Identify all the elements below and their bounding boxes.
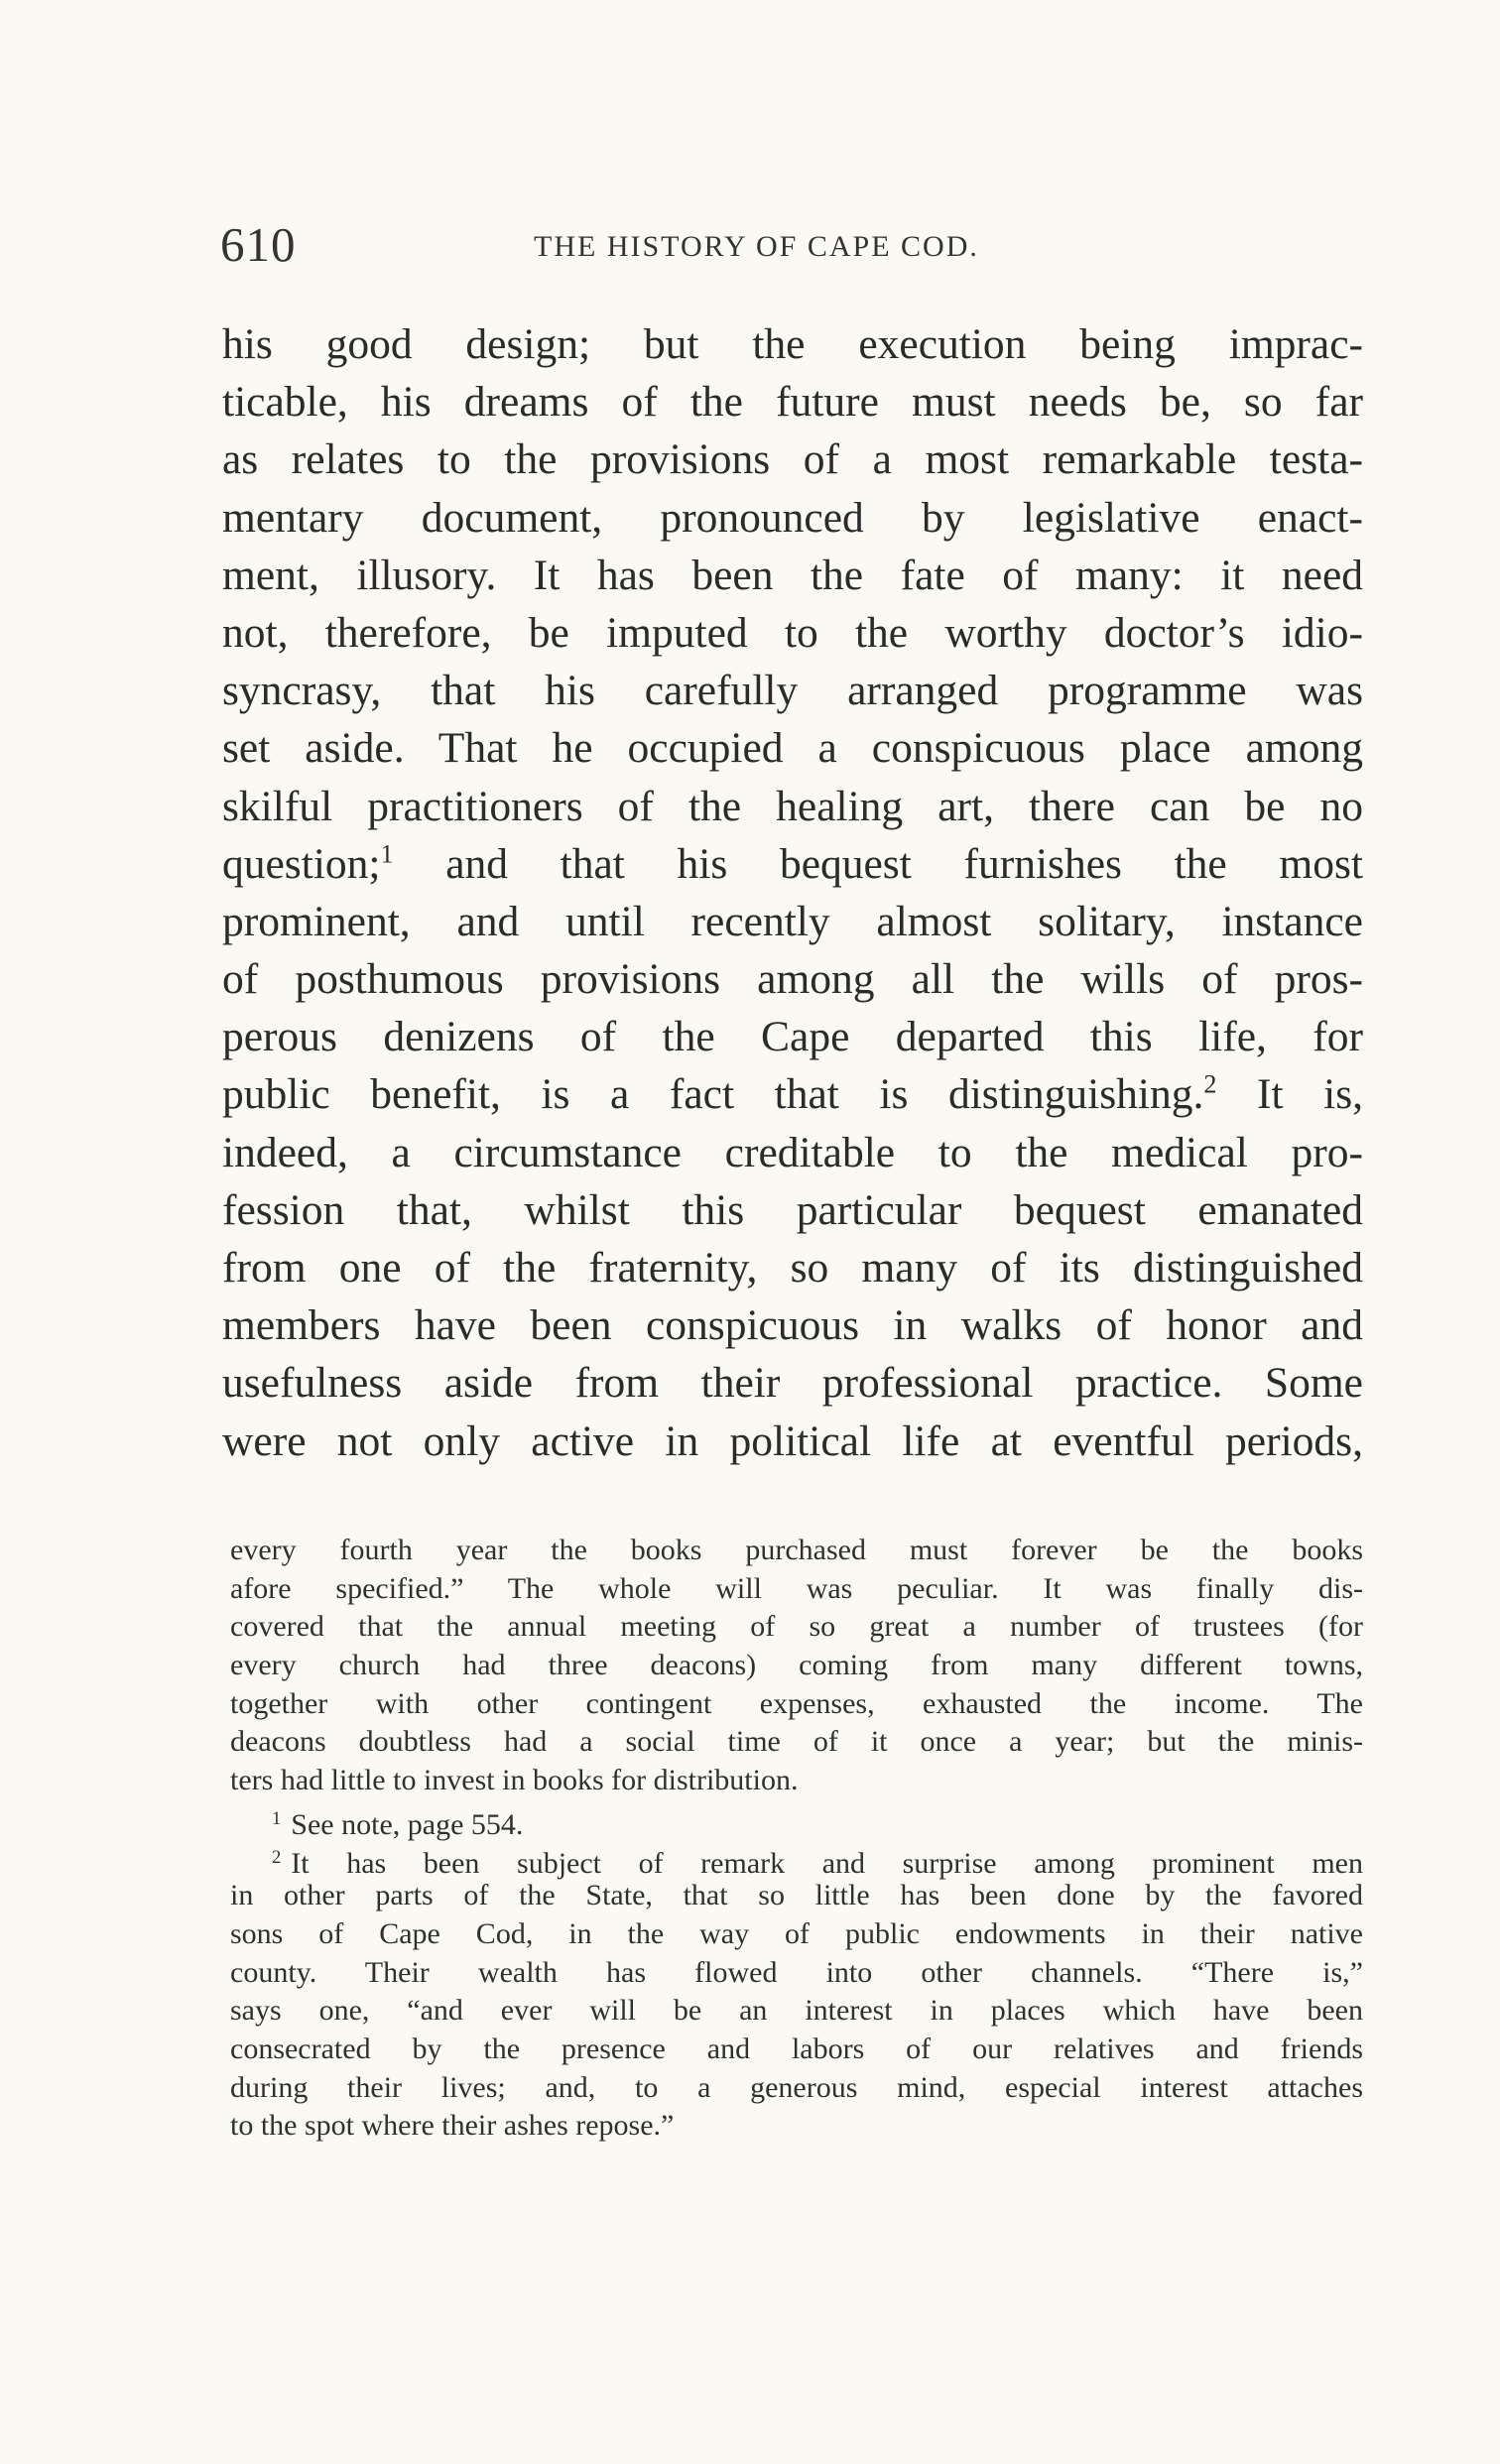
text-line: perous denizens of the Cape departed this life, for: [222, 1013, 1363, 1061]
text-segment: public benefit, is a fact that is distinguishing.: [222, 1070, 1204, 1119]
text-segment: It is,: [1216, 1070, 1363, 1119]
footnote-2-line: in other parts of the State, that so little has been done by the favored: [230, 1879, 1363, 1912]
footnote-1: [230, 1800, 1363, 1842]
text-line: prominent, and until recently almost solitary, instance: [222, 897, 1363, 945]
footnote-2-first-line: [230, 1839, 1363, 1878]
footnotes: [230, 1532, 1363, 2146]
footnote-2-line: says one, “and ever will be an interest in places which have been: [230, 1994, 1363, 2028]
footnote-marker-2: 2: [272, 1846, 282, 1868]
text-line: ticable, his dreams of the future must needs be, so far: [222, 378, 1363, 427]
footnote-2-line: during their lives; and, to a generous mind, especial interest attaches: [230, 2070, 1363, 2104]
text-line: of posthumous provisions among all the wills of pros-: [222, 955, 1363, 1004]
text-line: set aside. That he occupied a conspicuous place among: [222, 724, 1363, 773]
footnote-continued-line: together with other contingent expenses, exhausted the income. The: [230, 1686, 1363, 1720]
footnote-marker-1: 1: [272, 1807, 282, 1829]
footnote-continued-line: deacons doubtless had a social time of it once a year; but the minis-: [230, 1725, 1363, 1759]
text-segment: and that his bequest furnishes the most: [393, 839, 1363, 888]
text-line-with-footnote-ref: [222, 835, 1363, 893]
text-line: ment, illusory. It has been the fate of many: it need: [222, 551, 1363, 599]
text-line: fession that, whilst this particular bequest emanated: [222, 1185, 1363, 1234]
footnote-continued-line: afore specified.” The whole will was peculiar. It was finally dis-: [230, 1571, 1363, 1605]
footnote-2-line: to the spot where their ashes repose.”: [230, 2109, 675, 2143]
text-line: mentary document, pronounced by legislative enact-: [222, 493, 1363, 542]
footnote-ref-2[interactable]: 2: [1203, 1069, 1217, 1099]
footnote-2-line: consecrated by the presence and labors of our relatives and friends: [230, 2032, 1363, 2065]
text-line: from one of the fraternity, so many of its distinguished: [222, 1244, 1363, 1292]
text-line: as relates to the provisions of a most remarkable testa-: [222, 435, 1363, 484]
running-head: [220, 216, 1361, 276]
text-line: skilful practitioners of the healing art, there can be no: [222, 782, 1363, 830]
footnote-2-line: sons of Cape Cod, in the way of public endowments in their native: [230, 1916, 1363, 1950]
text-line: indeed, a circumstance creditable to the medical pro-: [222, 1128, 1363, 1176]
text-line: not, therefore, be imputed to the worthy doctor’s idio-: [222, 608, 1363, 657]
text-line: usefulness aside from their professional practice. Some: [222, 1359, 1363, 1408]
footnote-2-text: It has been subject of remark and surprise among prominent men: [291, 1846, 1363, 1880]
text-line-with-footnote-ref: [222, 1065, 1363, 1123]
text-line: were not only active in political life at eventful periods,: [222, 1417, 1363, 1465]
main-text: [222, 315, 1363, 1470]
text-line: his good design; but the execution being imprac-: [222, 320, 1363, 368]
footnote-continued-line: covered that the annual meeting of so great a number of trustees (for: [230, 1610, 1363, 1644]
footnote-continued-line: ters had little to invest in books for distribution.: [230, 1764, 799, 1797]
footnote-2-line: county. Their wealth has flowed into other channels. “There is,”: [230, 1955, 1363, 1989]
footnote-ref-1[interactable]: 1: [380, 839, 394, 869]
text-segment: question;: [222, 839, 381, 888]
footnote-1-text: See note, page 554.: [291, 1808, 524, 1842]
running-title: THE HISTORY OF CAPE COD.: [534, 230, 979, 263]
footnote-continued-line: every church had three deacons) coming from many different towns,: [230, 1649, 1363, 1682]
text-line: syncrasy, that his carefully arranged programme was: [222, 667, 1363, 715]
page-number: 610: [220, 217, 297, 272]
text-line: members have been conspicuous in walks of honor and: [222, 1301, 1363, 1350]
footnote-continued-line: every fourth year the books purchased must forever be the books: [230, 1534, 1363, 1566]
